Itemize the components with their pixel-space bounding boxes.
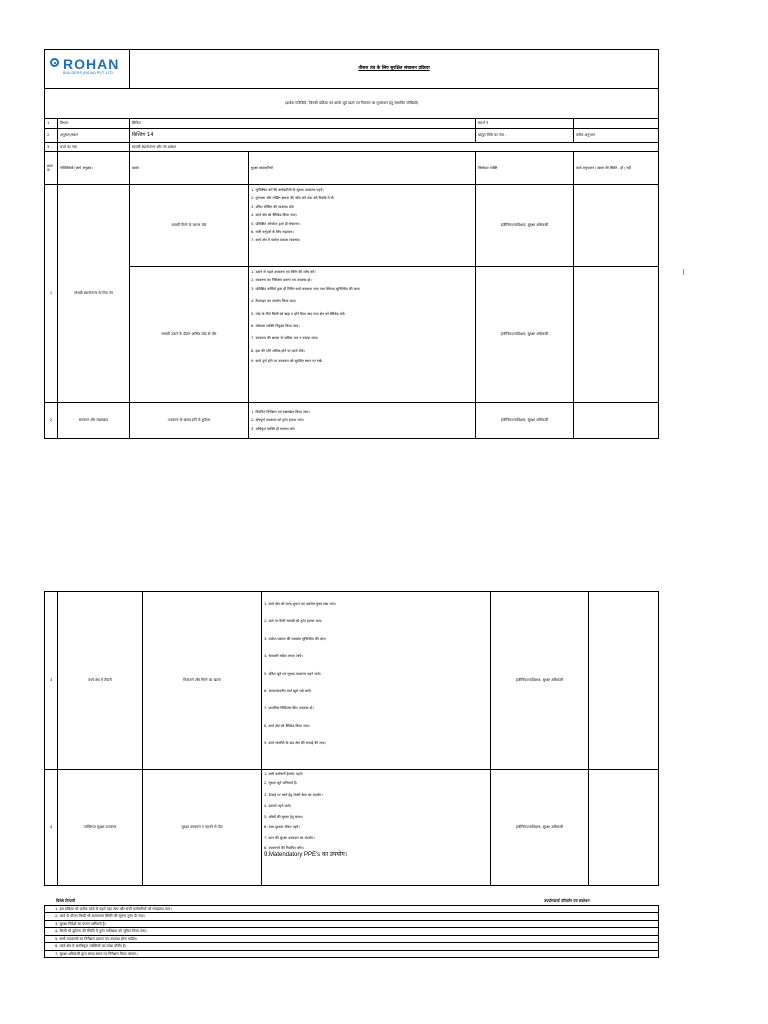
continuation-table [44, 591, 659, 886]
row-controls [249, 403, 476, 439]
info-value-2: बिल्डिंग 14 [130, 129, 476, 143]
control-item: 9. कार्य समाप्ति के बाद क्षेत्र की सफाई की जाए। [264, 741, 326, 745]
control-item: 5. लोड के नीचे किसी को खड़ा न होने दिया जाए तथा क्षेत्र को बैरिकेड करें। [251, 311, 346, 316]
logo-icon [50, 58, 59, 67]
info-label-1: विभाग [58, 119, 130, 129]
info-num-1: 1 [45, 119, 58, 129]
footer-notes [44, 897, 658, 958]
row-responsible: इंजीनियर/पर्यवेक्षक, सुरक्षा अधिकारी [476, 267, 574, 403]
control-item: 6. आपातकालीन मार्ग खुले रखे जाएँ। [264, 688, 312, 693]
row-status [574, 267, 659, 403]
control-item: 4. चेतावनी संकेत लगाए जाएँ। [264, 654, 303, 659]
row-hazard: फिसलने और गिरने का खतरा [143, 592, 262, 770]
col-header-sn: क्रमांक [45, 152, 58, 185]
control-item: 4. टैगलाइन का उपयोग किया जाए। [251, 299, 297, 304]
control-item: 2. उपकरण का निरीक्षण प्रमाण पत्र उपलब्ध हो। [251, 278, 312, 283]
row-controls [262, 592, 491, 770]
control-item: 3. अधिकृत व्यक्ति ही मरम्मत करे। [251, 426, 296, 431]
control-item: 6. संकेतक व्यक्ति नियुक्त किया जाए। [251, 323, 300, 328]
control-item: 2. फर्श पर फैली सामग्री को तुरंत हटाया जाए। [264, 619, 323, 624]
footer-item: 1. इस प्रक्रिया को प्रत्येक कार्य से पहले पढ़ा जाए और सभी कर्मचारियों को समझाया जाए। [45, 906, 659, 913]
control-item: 4. कार्य क्षेत्र को बैरिकेड किया जाए। [251, 213, 297, 218]
control-item: 5. उचित जूते एवं सुरक्षा उपकरण पहने जाएँ। [264, 671, 321, 676]
row-hazard: सुरक्षा उपकरण न पहनने से चोट [143, 770, 262, 886]
row-controls [262, 770, 491, 886]
control-item: 3. पर्याप्त प्रकाश की व्यवस्था सुनिश्चित की जाए। [264, 636, 327, 641]
footer-item: 5. सभी उपकरणों का निरीक्षण प्रमाण पत्र उपलब्ध होना चाहिए। [45, 935, 659, 942]
control-item: 3. प्रशिक्षित कर्मियों द्वारा ही रिगिंग कार्य करवाया जाए तथा स्थिरता सुनिश्चित की जाए। [251, 286, 361, 291]
header-table [44, 49, 659, 439]
row-sn: 4 [45, 770, 58, 886]
row-status [574, 403, 659, 439]
logo-name: ROHAN [63, 56, 120, 72]
logo-cell [45, 50, 130, 89]
control-item: 1. उठाने से पहले उपकरण एवं स्लिंग की जाँच करें। [251, 270, 316, 274]
control-item: 3. ऊँचाई पर कार्य हेतु सेफ्टी बेल्ट का उपयोग। [264, 792, 323, 797]
row-responsible: इंजीनियर/पर्यवेक्षक, सुरक्षा अधिकारी [491, 592, 589, 770]
doc-title [130, 50, 659, 89]
row-activity: सामग्री स्थानांतरण के लिए तंत्र [58, 185, 130, 403]
logo-sub: BUILDERS (INDIA) PVT. LTD. [63, 71, 114, 75]
control-item: 5. प्रशिक्षित ऑपरेटर द्वारा ही संचालन। [251, 221, 300, 226]
table-row [45, 267, 659, 403]
footer-item: 4. किसी भी दुर्घटना की स्थिति में तुरंत पर्यवेक्षक को सूचित किया जाए। [45, 928, 659, 935]
row-controls [249, 267, 476, 403]
row-status [589, 770, 659, 886]
footer-item: 3. सुरक्षा निर्देशों का पालन अनिवार्य है। [45, 920, 659, 927]
row-sn: 2 [45, 403, 58, 439]
doc-title-text: तीसरा तंत्र के लिए सुरक्षित संचालन प्रक्रिया [358, 66, 430, 72]
control-item: 5. आँखों की सुरक्षा हेतु चश्मा। [264, 814, 303, 819]
info-num-3: 3 [45, 143, 58, 152]
row-activity: संचालन और रखरखाव [58, 403, 130, 439]
footer-item: 6. कार्य क्षेत्र में अनधिकृत व्यक्तियों का प्रवेश वर्जित है। [45, 943, 659, 950]
control-item: 9.Matendatory PPE's का उपयोग। [264, 852, 348, 858]
info-value-1: सिविल [130, 119, 476, 129]
control-item: 7. कार्य क्षेत्र में पर्याप्त प्रकाश व्यवस्था। [251, 238, 301, 243]
control-item: 8. हवा की गति अधिक होने पर कार्य रोकें। [251, 348, 305, 353]
stray-mark [683, 269, 684, 275]
bottom-document [44, 591, 658, 886]
control-item: 2. गुणवत्ता और लोडिंग क्षमता की जाँच करें तथा उसे रिकॉर्ड में लें। [251, 196, 335, 201]
row-responsible: इंजीनियर/पर्यवेक्षक, सुरक्षा अधिकारी [491, 770, 589, 886]
col-header-hazard: खतरा [130, 152, 249, 185]
row-sn: 3 [45, 592, 58, 770]
top-document [44, 49, 658, 438]
control-item: 2. दोषपूर्ण उपकरण को तुरंत हटाया जाए। [251, 418, 305, 423]
row-controls [249, 185, 476, 267]
col-header-status: कार्य अनुपालन / खतरा की स्थिति - हाँ / नहीं [574, 152, 659, 185]
control-item: 1. सुनिश्चित करें कि कर्मचारियों के सुरक्षा उपकरण पहनें। [251, 188, 324, 192]
info-label2-1: संदर्भ नं [476, 119, 574, 129]
control-item: 9. कार्य पूर्ण होने पर उपकरण को सुरक्षित स्थान पर रखें। [251, 359, 323, 363]
col-header-activity: गतिविधियाँ (कार्य अनुक्रम) [58, 152, 130, 185]
row-status [574, 185, 659, 267]
table-row [45, 592, 659, 770]
col-header-control: सुरक्षा सावधानियाँ [249, 152, 476, 185]
control-item: 3. उचित स्टैकिंग की व्यवस्था करें। [251, 204, 295, 209]
info-value-3: सामग्री स्थानांतरण और तंत्र प्रबंधन [130, 143, 659, 152]
footer-table [44, 905, 659, 958]
info-label2-2: प्रस्तुत तिथि का नाम : [476, 129, 574, 143]
control-item: 4. दस्ताने पहने जाएँ। [264, 804, 292, 809]
table-row [45, 770, 659, 886]
control-item: 1. सभी कर्मचारी हेलमेट पहनें। [264, 772, 303, 776]
footer-right-title: उपयोगकर्ता परिवर्तन एवं संशोधन [544, 898, 590, 903]
control-item: 8. कार्य क्षेत्र को बैरिकेड किया जाए। [264, 723, 310, 728]
footer-item: 2. कार्य के दौरान किसी भी असामान्य स्थिति की सूचना तुरंत दी जाए। [45, 913, 659, 920]
info-label-2: अनुभाग/स्थान [58, 129, 130, 143]
control-item: 1. कार्य क्षेत्र को साफ-सुथरा एवं अवरोध मुक्त रखा जाए। [264, 602, 337, 606]
info-value2-1 [574, 119, 659, 129]
info-label-3: कार्य का नाम [58, 143, 130, 152]
row-hazard: सामग्री उठाने के दौरान अस्थिर लोड से चोट [130, 267, 249, 403]
table-row [45, 403, 659, 439]
doc-note-text: (प्रत्येक गतिविधि, जिनकी प्रक्रिया एवं उसके जुड़े खतरे एवं नियंत्रण का मूल्यांकन हेतु संभावित जोखिमों) [284, 101, 419, 106]
doc-note [45, 89, 659, 119]
control-item: 6. भारी वस्तुओं के लिए सहायता। [251, 229, 294, 234]
control-item: 7. उपकरण की क्षमता से अधिक भार न उठाया जाए। [251, 336, 319, 341]
row-responsible: इंजीनियर/पर्यवेक्षक, सुरक्षा अधिकारी [476, 185, 574, 267]
info-value2-2: ब्लॉक अनुभाग [574, 129, 659, 143]
control-item: 7. प्राथमिक चिकित्सा किट उपलब्ध हो। [264, 706, 314, 711]
row-hazard: सामग्री गिरने के कारण चोट [130, 185, 249, 267]
row-activity: व्यक्तिगत सुरक्षा उपकरण [58, 770, 143, 886]
control-item: 8. उपकरणों की नियमित जाँच। [264, 845, 304, 850]
footer-left-title: विशेष टिप्पणी [56, 898, 76, 903]
table-row [45, 185, 659, 267]
row-status [589, 592, 659, 770]
footer-item: 7. सुरक्षा अधिकारी द्वारा समय-समय पर निरीक्षण किया जाएगा। [45, 950, 659, 957]
control-item: 1. नियमित निरीक्षण एवं रखरखाव किया जाए। [251, 409, 310, 414]
row-responsible: इंजीनियर/पर्यवेक्षक, सुरक्षा अधिकारी [476, 403, 574, 439]
control-item: 7. कान की सुरक्षा उपकरण का उपयोग। [264, 836, 315, 841]
control-item: 2. सुरक्षा जूते अनिवार्य हैं। [264, 781, 298, 786]
row-sn: 1 [45, 185, 58, 403]
row-hazard: उपकरण के खराब होने से दुर्घटना [130, 403, 249, 439]
control-item: 6. उच्च दृश्यता जैकेट पहनें। [264, 824, 300, 829]
col-header-responsible: जिम्मेदार व्यक्ति [476, 152, 574, 185]
info-num-2: 2 [45, 129, 58, 143]
row-activity: कार्य क्षेत्र में तैयारी [58, 592, 143, 770]
